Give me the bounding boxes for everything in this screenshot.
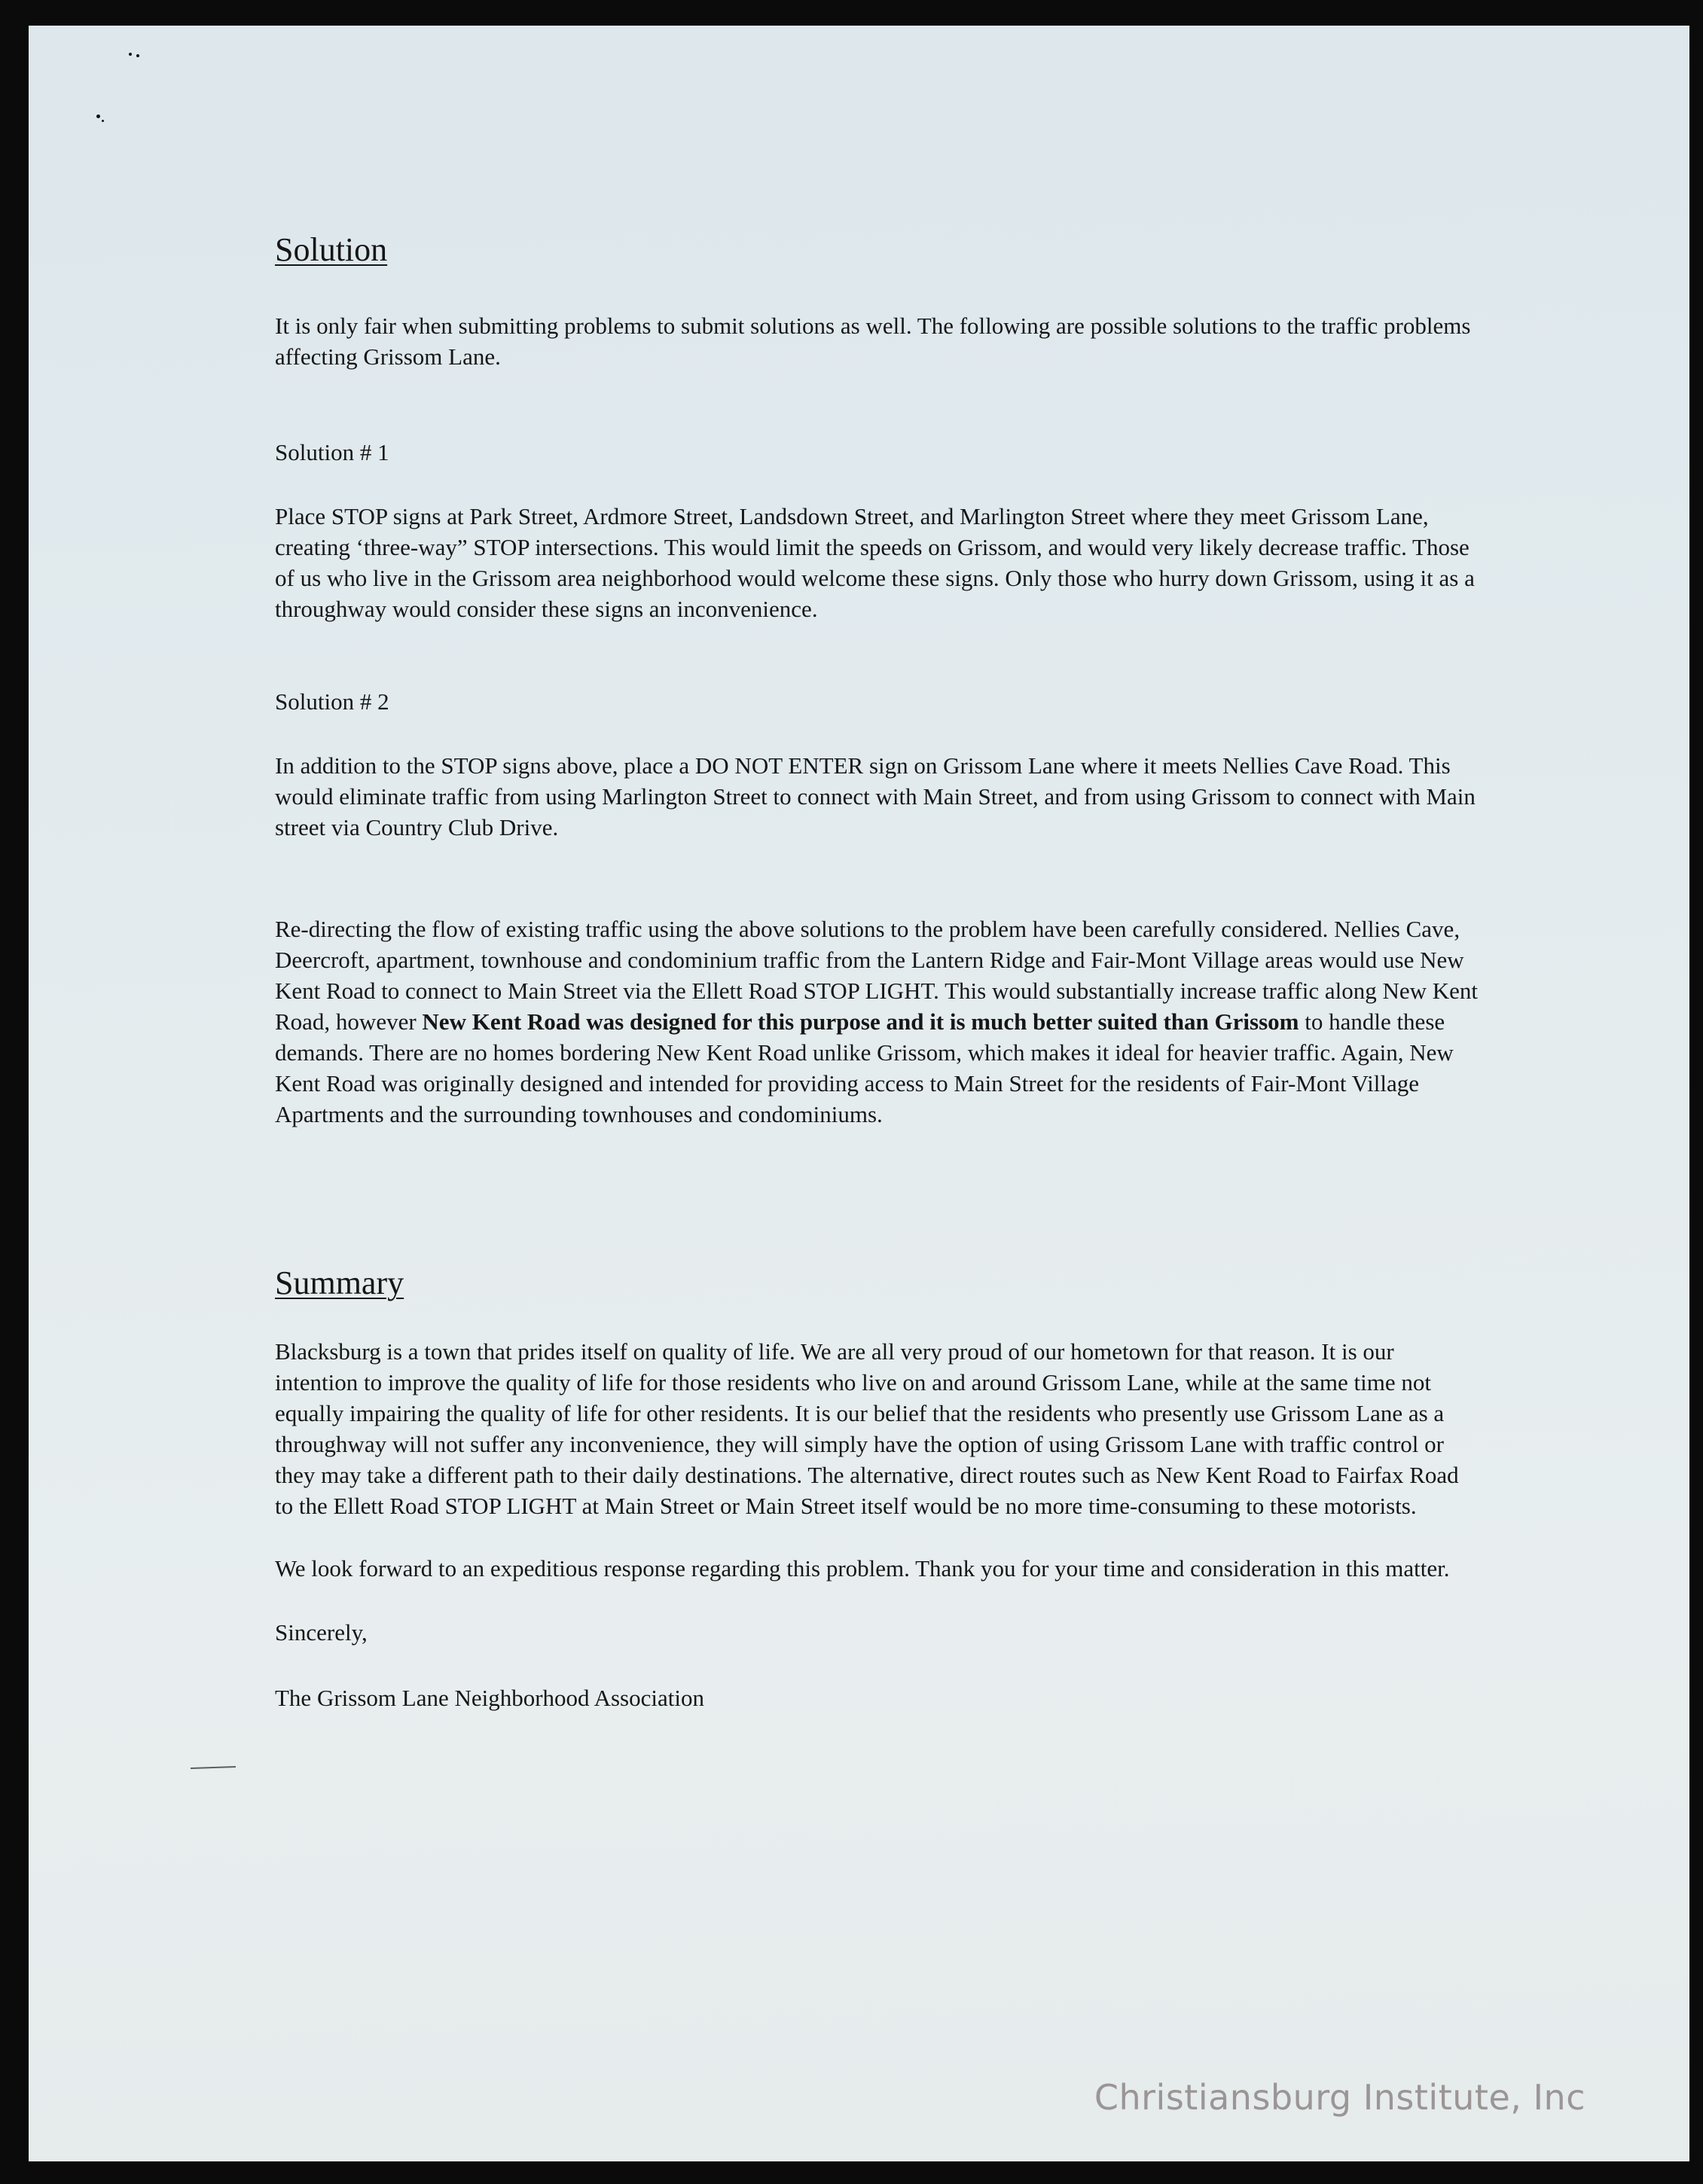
paper-speck xyxy=(102,120,104,122)
archive-watermark: Christiansburg Institute, Inc xyxy=(1094,2077,1585,2118)
redirect-text-start: Re-directing the flow of existing traffic using the above solutions to the problem have been carefully considered. Nellies Cave, Deercroft, apartment, townhouse and condominium traffic from the Lantern Ridge and Fair-Mont Village areas would use New Kent Road to connect to Main Street via the Ellett Road STOP LIGHT. This would substantially increase traffic along New Kent Road, however xyxy=(275,916,1479,1035)
letter-body xyxy=(275,229,1480,1713)
solution-2-text: In addition to the STOP signs above, place a DO NOT ENTER sign on Grissom Lane where it meets Nellies Cave Road. This would eliminate traffic from using Marlington Street to connect with Main Street, and from using Grissom to connect with Main street via Country Club Drive. xyxy=(275,752,1476,840)
summary-heading: Summary xyxy=(275,1264,404,1301)
redirect-text-end: to handle these demands. There are no homes bordering New Kent Road unlike Grissom, which makes it ideal for heavier traffic. Again, New Kent Road was originally designed and intended for providing access to Main Street for the residents of Fair-Mont Village Apartments and the surrounding townhouses and condominiums. xyxy=(275,1008,1454,1127)
signature-line: The Grissom Lane Neighborhood Association xyxy=(275,1685,704,1711)
redirect-text-emphasis: New Kent Road was designed for this purpose and it is much better suited than Grissom xyxy=(422,1008,1299,1035)
signoff: Sincerely, xyxy=(275,1619,368,1646)
paper-speck xyxy=(96,114,100,118)
solution-intro: It is only fair when submitting problems to submit solutions as well. The following are possible solutions to the traffic problems affecting Grissom Lane. xyxy=(275,313,1471,370)
margin-pen-mark xyxy=(191,1766,236,1769)
paper-speck xyxy=(129,53,132,56)
solution-heading: Solution xyxy=(275,231,388,268)
summary-text: Blacksburg is a town that prides itself on quality of life. We are all very proud of our hometown for that reason. It is our intention to improve the quality of life for those residents who live on and around Grissom Lane, while at the same time not equally impairing the quality of life for other residents. It is our belief that the residents who presently use Grissom Lane as a throughway will not suffer any inconvenience, they will simply have the option of using Grissom Lane with traffic control or they may take a different path to their daily destinations. The alternative, direct routes such as New Kent Road to Fairfax Road to the Ellett Road STOP LIGHT at Main Street or Main Street itself would be no more time-consuming to these motorists. xyxy=(275,1338,1459,1519)
solution-1-text: Place STOP signs at Park Street, Ardmore Street, Landsdown Street, and Marlington Street where they meet Grissom Lane, creating ‘three-way” STOP intersections. This would limit the speeds on Grissom, and would very likely decrease traffic. Those of us who live in the Grissom area neighborhood would welcome these signs. Only those who hurry down Grissom, using it as a throughway would consider these signs an inconvenience. xyxy=(275,503,1475,622)
document-page xyxy=(29,26,1689,2161)
closing-text: We look forward to an expeditious response regarding this problem. Thank you for your time and consideration in this matter. xyxy=(275,1555,1450,1582)
solution-2-label: Solution # 2 xyxy=(275,688,389,715)
solution-1-label: Solution # 1 xyxy=(275,439,389,465)
paper-speck xyxy=(136,54,139,57)
redirect-paragraph xyxy=(275,914,1480,1130)
